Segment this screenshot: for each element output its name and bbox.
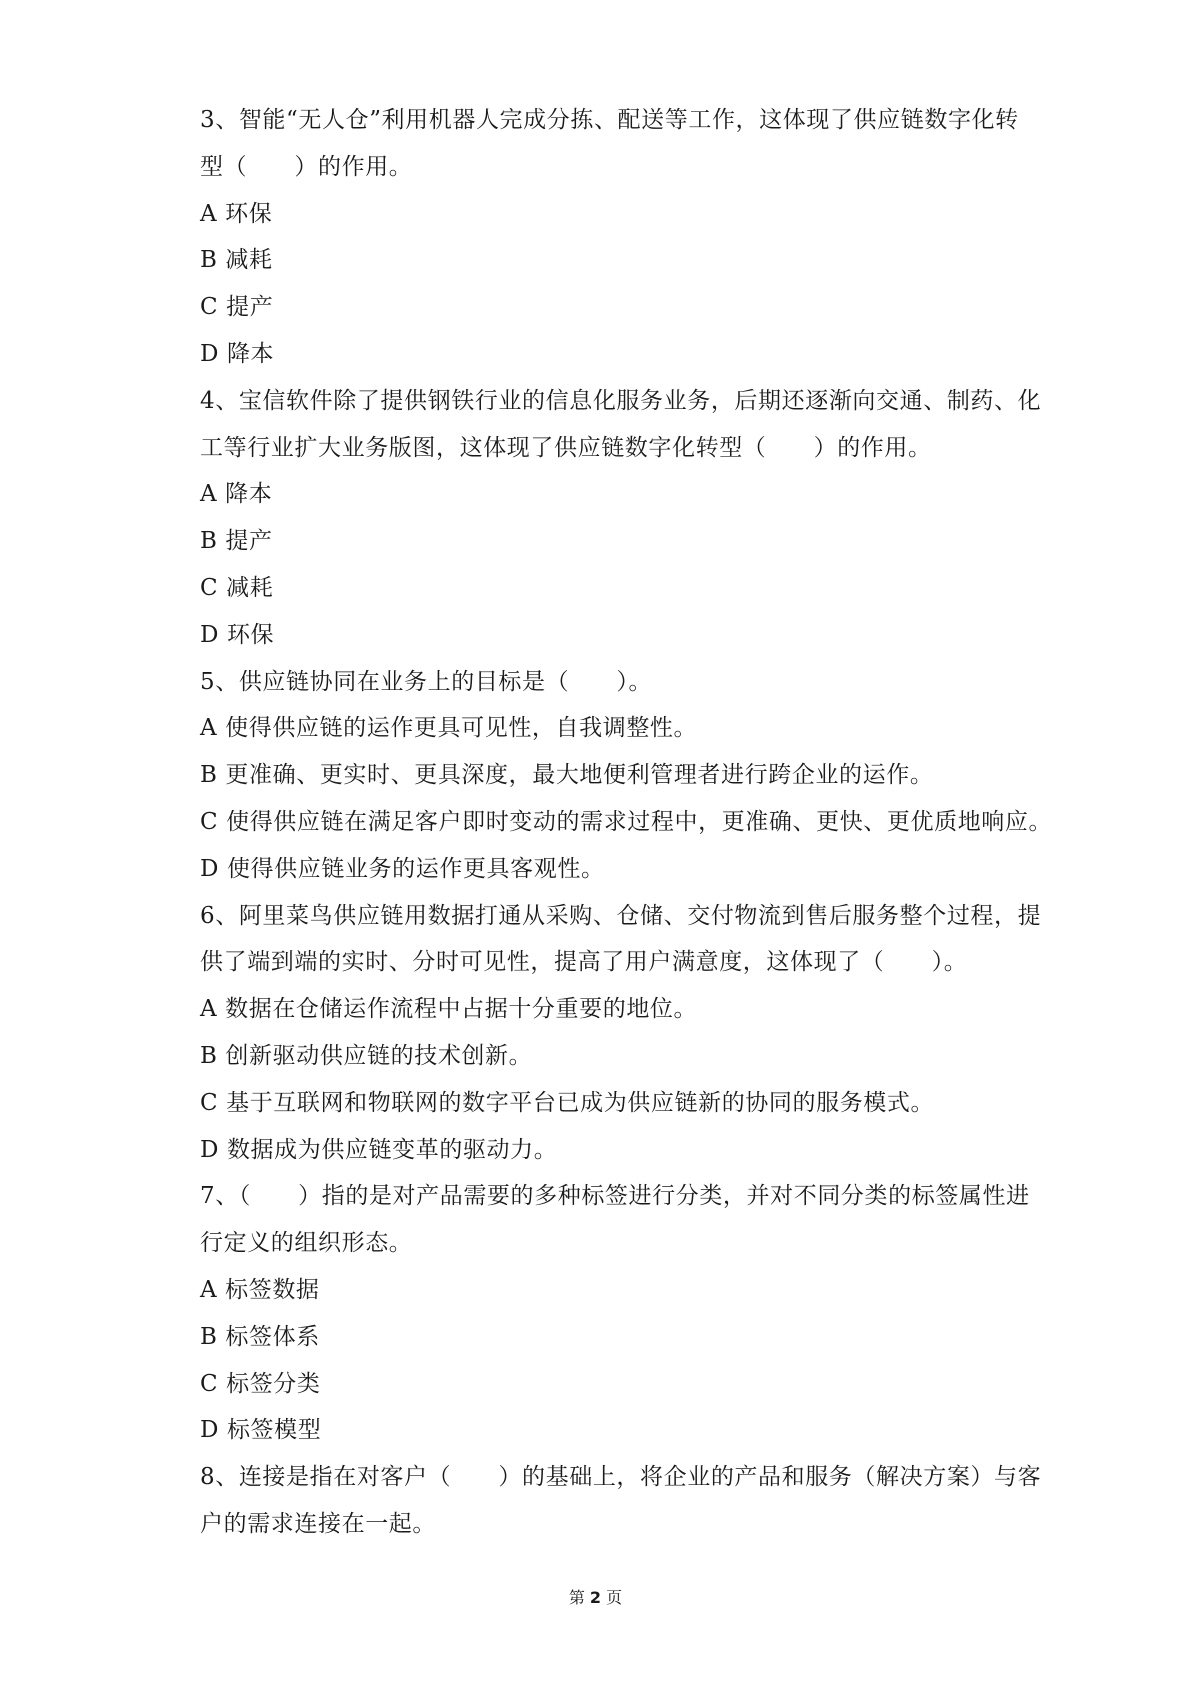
question-stem-line: 5、供应链协同在业务上的目标是（ ）。 <box>200 668 653 695</box>
page-label-prefix: 第 <box>568 1588 585 1607</box>
page-number: 2 <box>589 1588 602 1607</box>
option-c: C 提产 <box>200 294 274 321</box>
question-6 <box>200 893 1080 1174</box>
question-stem-line: 供了端到端的实时、分时可见性，提高了用户满意度，这体现了（ ）。 <box>200 949 968 976</box>
question-stem-line: 8、连接是指在对客户（ ）的基础上，将企业的产品和服务（解决方案）与客 <box>200 1464 1042 1491</box>
option-d: D 环保 <box>200 621 275 648</box>
question-stem-line: 工等行业扩大业务版图，这体现了供应链数字化转型（ ）的作用。 <box>200 434 932 461</box>
option-b: B 减耗 <box>200 247 273 274</box>
question-4 <box>200 378 1080 659</box>
option-a: A 标签数据 <box>200 1276 320 1303</box>
question-3 <box>200 97 1080 378</box>
option-a: A 降本 <box>200 481 273 508</box>
question-8 <box>200 1454 1080 1548</box>
option-d: D 使得供应链业务的运作更具客观性。 <box>200 855 605 882</box>
option-a: A 环保 <box>200 200 273 227</box>
option-b: B 创新驱动供应链的技术创新。 <box>200 1042 533 1069</box>
question-stem-line: 6、阿里菜鸟供应链用数据打通从采购、仓储、交付物流到售后服务整个过程，提 <box>200 902 1042 929</box>
page-footer <box>0 1585 1191 1608</box>
option-b: B 提产 <box>200 528 273 555</box>
option-a: A 使得供应链的运作更具可见性，自我调整性。 <box>200 715 698 742</box>
option-b: B 更准确、更实时、更具深度，最大地便利管理者进行跨企业的运作。 <box>200 762 934 789</box>
question-stem-line: 户的需求连接在一起。 <box>200 1510 436 1537</box>
page-label-suffix: 页 <box>606 1588 623 1607</box>
option-d: D 降本 <box>200 340 275 367</box>
question-7 <box>200 1173 1080 1454</box>
question-stem-line: 4、宝信软件除了提供钢铁行业的信息化服务业务，后期还逐渐向交通、制药、化 <box>200 387 1042 414</box>
question-stem-line: 行定义的组织形态。 <box>200 1230 413 1257</box>
option-d: D 标签模型 <box>200 1417 322 1444</box>
option-a: A 数据在仓储运作流程中占据十分重要的地位。 <box>200 996 698 1023</box>
option-c: C 减耗 <box>200 574 274 601</box>
option-c: C 标签分类 <box>200 1370 321 1397</box>
option-d: D 数据成为供应链变革的驱动力。 <box>200 1136 558 1163</box>
option-b: B 标签体系 <box>200 1323 320 1350</box>
question-stem-line: 型（ ）的作用。 <box>200 153 413 180</box>
question-5 <box>200 659 1080 893</box>
question-list <box>200 97 1080 1548</box>
question-stem-line: 3、智能“无人仓”利用机器人完成分拣、配送等工作，这体现了供应链数字化转 <box>200 107 1019 133</box>
option-c: C 使得供应链在满足客户即时变动的需求过程中，更准确、更快、更优质地响应。 <box>200 808 1053 835</box>
question-stem-line: 7、（ ）指的是对产品需要的多种标签进行分类，并对不同分类的标签属性进 <box>200 1183 1030 1210</box>
option-c: C 基于互联网和物联网的数字平台已成为供应链新的协同的服务模式。 <box>200 1089 935 1116</box>
